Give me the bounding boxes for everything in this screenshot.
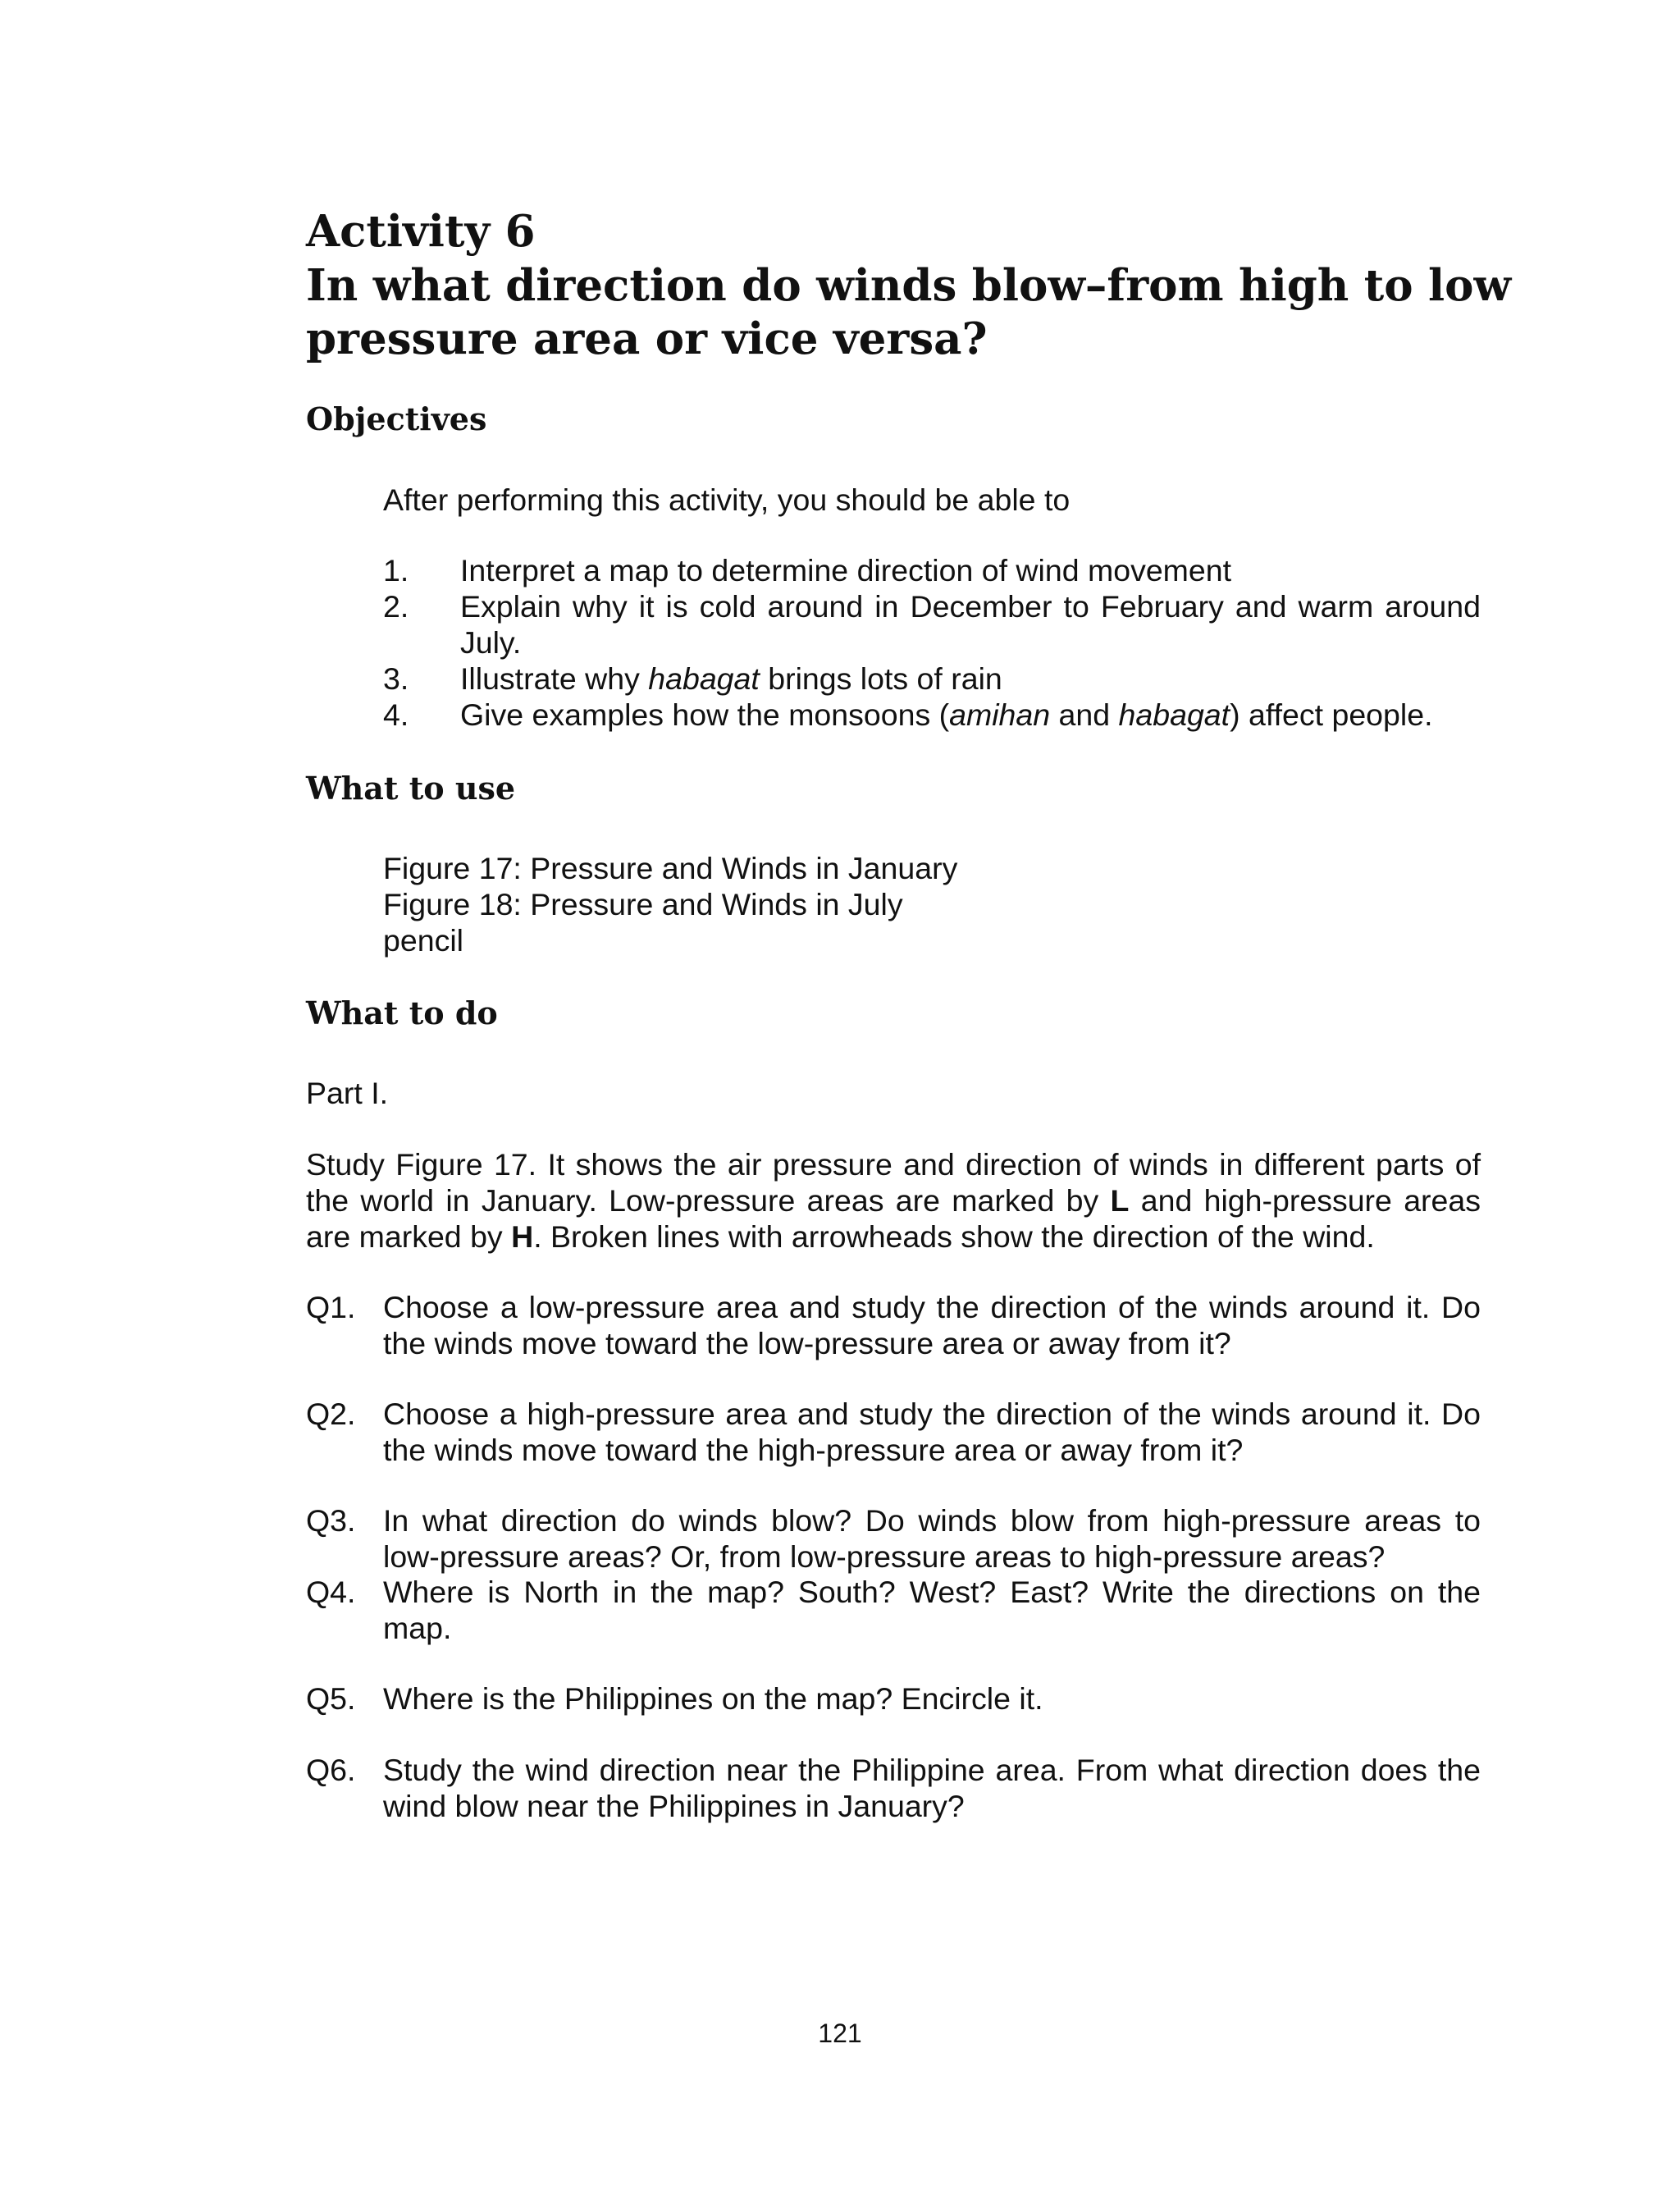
part-label: Part I. xyxy=(306,1076,389,1110)
objective-text: Interpret a map to determine direction of wind movement xyxy=(460,553,1232,588)
objectives-heading: Objectives xyxy=(306,400,487,437)
objective-text: Explain why it is cold around in December to February and warm around July. xyxy=(460,589,1481,660)
objective-number: 2. xyxy=(383,589,409,624)
activity-number: Activity 6 xyxy=(306,206,536,257)
study-paragraph: Study Figure 17. It shows the air pressure and direction of winds in different parts of the world in January. Low-pressure areas are marked by L and high-pressure areas are marked by H. Broken lines with arrowheads show the direction of the wind. xyxy=(306,1147,1481,1254)
term-habagat: habagat xyxy=(648,661,760,696)
objective-text: Illustrate why habagat brings lots of rain xyxy=(460,661,1002,696)
question-label: Q5. xyxy=(306,1681,356,1716)
question-label: Q6. xyxy=(306,1753,356,1787)
material-item: Figure 17: Pressure and Winds in January xyxy=(383,851,958,885)
question-label: Q3. xyxy=(306,1503,356,1538)
objective-text: Give examples how the monsoons (amihan and habagat) affect people. xyxy=(460,697,1433,732)
objectives-intro: After performing this activity, you should be able to xyxy=(383,482,1071,517)
what-to-do-heading: What to do xyxy=(306,994,498,1031)
question-text: Where is North in the map? South? West? East? Write the directions on the map. xyxy=(383,1575,1481,1645)
material-item: pencil xyxy=(383,923,463,958)
activity-question-line-2: pressure area or vice versa? xyxy=(306,313,988,364)
term-habagat: habagat xyxy=(1118,697,1230,732)
question-label: Q1. xyxy=(306,1290,356,1324)
material-item: Figure 18: Pressure and Winds in July xyxy=(383,887,903,921)
page-number: 121 xyxy=(818,2019,862,2048)
question-text: Choose a high-pressure area and study the direction of the winds around it. Do the winds move toward the high-pressure area or away from it? xyxy=(383,1397,1481,1467)
question-label: Q2. xyxy=(306,1397,356,1431)
question-text: Where is the Philippines on the map? Encircle it. xyxy=(383,1681,1043,1716)
question-text: Choose a low-pressure area and study the direction of the winds around it. Do the winds move toward the low-pressure area or away from it? xyxy=(383,1290,1481,1360)
activity-question-line-1: In what direction do winds blow–from high to low xyxy=(306,260,1512,311)
term-amihan: amihan xyxy=(949,697,1051,732)
low-pressure-marker: L xyxy=(1110,1183,1130,1218)
high-pressure-marker: H xyxy=(511,1219,534,1254)
objective-number: 1. xyxy=(383,553,409,588)
objective-number: 3. xyxy=(383,661,409,696)
question-text: In what direction do winds blow? Do winds blow from high-pressure areas to low-pressure areas? Or, from low-pressure areas to high-pressure areas? xyxy=(383,1503,1481,1574)
objective-number: 4. xyxy=(383,697,409,732)
question-text: Study the wind direction near the Philippine area. From what direction does the wind blow near the Philippines in January? xyxy=(383,1753,1481,1823)
question-label: Q4. xyxy=(306,1575,356,1609)
what-to-use-heading: What to use xyxy=(306,770,516,807)
